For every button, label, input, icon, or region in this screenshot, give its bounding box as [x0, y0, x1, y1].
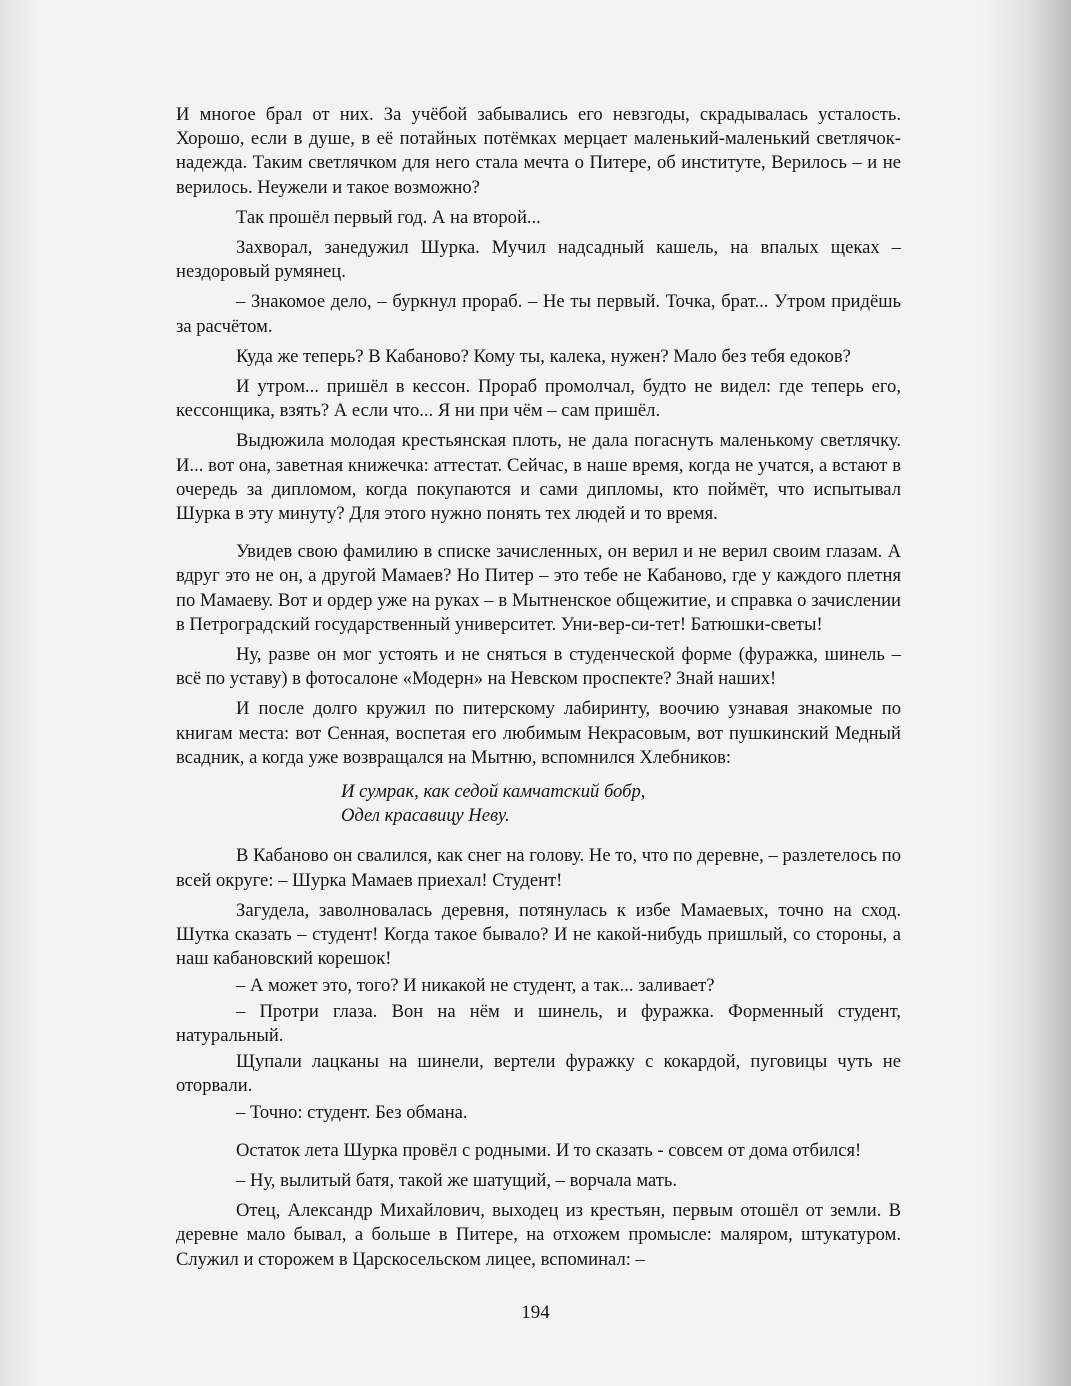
- dialogue-line: – Протри глаза. Вон на нём и шинель, и фуражка. Форменный студент, натуральный.: [176, 1000, 901, 1046]
- paragraph: Куда же теперь? В Кабаново? Кому ты, калека, нужен? Мало без тебя едоков?: [236, 345, 851, 367]
- dialogue-line: – А может это, того? И никакой не студент, а так... заливает?: [236, 974, 715, 996]
- book-page-text: [176, 103, 901, 1278]
- paragraph: Захворал, занедужил Шурка. Мучил надсадный кашель, на впалых щеках – нездоровый румянец.: [176, 237, 901, 283]
- dialogue-line: – Ну, вылитый батя, такой же шатущий, – ворчала мать.: [236, 1169, 678, 1191]
- paragraph: И после долго кружил по питерскому лабиринту, воочию узнавая знакомые по книгам места: вот Сенная, воспетая его любимым Некрасовым, вот пушкинский Медный всадник, а когда уже возвращался на Мытню, вспомнился Хлебников:: [176, 698, 901, 768]
- paragraph: Выдюжила молодая крестьянская плоть, не дала погаснуть маленькому светлячку. И... вот она, заветная книжечка: аттестат. Сейчас, в наше время, когда не учатся, а встают в очередь за дипломом, когда покупаются и сами дипломы, кто поймёт, что испытывал Шурка в эту минуту? Для этого нужно понять тех людей и то время.: [176, 430, 901, 525]
- page-shadow-right: [981, 0, 1071, 1386]
- page-shadow-left: [0, 0, 40, 1386]
- paragraph: Остаток лета Шурка провёл с родными. И то сказать - совсем от дома отбился!: [236, 1139, 862, 1161]
- paragraph: – Знакомое дело, – буркнул прораб. – Не ты первый. Точка, брат... Утром придёшь за расчётом.: [176, 291, 901, 337]
- paragraph: Загудела, заволновалась деревня, потянулась к избе Мамаевых, точно на сход. Шутка сказать – студент! Когда такое бывало? И не какой-нибудь пришлый, со стороны, а наш кабановский корешок!: [176, 899, 901, 970]
- paragraph: Отец, Александр Михайлович, выходец из крестьян, первым отошёл от земли. В деревне мало бывал, а больше в Питере, на отхожем промысле: маляром, штукатуром. Служил и сторожем в Царскосельском лицее, вспоминал: –: [176, 1200, 901, 1270]
- paragraph: И утром... пришёл в кессон. Прораб промолчал, будто не видел: где теперь его, кессонщика, взять? А если что... Я ни при чём – сам пришёл.: [176, 376, 901, 422]
- poem-line: Одел красавицу Неву.: [341, 805, 510, 827]
- paragraph: Ну, разве он мог устоять и не сняться в студенческой форме (фуражка, шинель – всё по уставу) в фотосалоне «Модерн» на Невском проспекте? Знай наших!: [176, 644, 901, 690]
- page-number: 194: [521, 1302, 550, 1323]
- paragraph: Щупали лацканы на шинели, вертели фуражку с кокардой, пуговицы чуть не оторвали.: [176, 1051, 901, 1097]
- dialogue-line: – Точно: студент. Без обмана.: [236, 1101, 468, 1123]
- poem-quote: [176, 780, 901, 828]
- paragraph: В Кабаново он свалился, как снег на голову. Не то, что по деревне, – разлетелось по всей округе: – Шурка Мамаев приехал! Студент!: [176, 845, 901, 891]
- paragraph: Увидев свою фамилию в списке зачисленных, он верил и не верил своим глазам. А вдруг это не он, а другой Мамаев? Но Питер – это тебе не Кабаново, где у каждого плетня по Мамаеву. Вот и ордер уже на руках – в Мытненское общежитие, и справка о зачислении в Петроградский государственный университет. Уни-вер-си-тет! Батюшки-светы!: [176, 541, 901, 635]
- poem-line: И сумрак, как седой камчатский бобр,: [341, 781, 646, 803]
- paragraph: И многое брал от них. За учёбой забывались его невзгоды, скрадывалась усталость. Хорошо, если в душе, в её потайных потёмках мерцает маленький-маленький светлячок-надежда. Таким светлячком для него стала мечта о Питере, об институте, Верилось – и не верилось. Неужели и такое возможно?: [176, 104, 901, 198]
- paragraph: Так прошёл первый год. А на второй...: [236, 206, 541, 228]
